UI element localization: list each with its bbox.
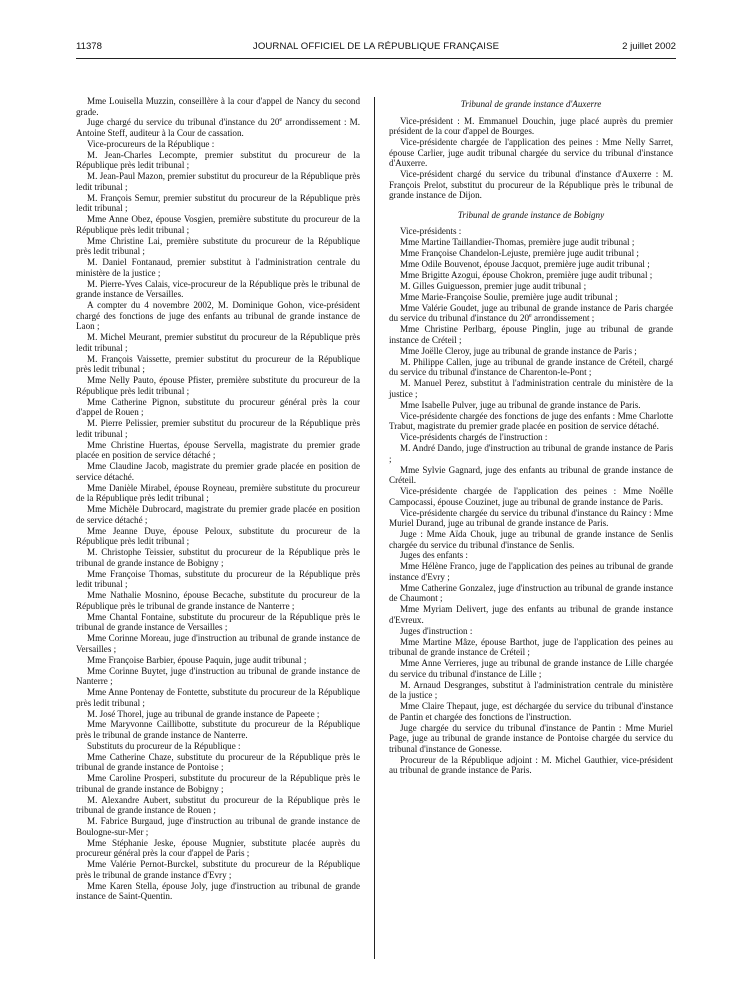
- auxerre-appointments: [389, 116, 673, 201]
- appointment-paragraph: M. Jean-Charles Lecompte, premier substitut du procureur de la République près ledit tribunal ;: [76, 149, 360, 171]
- appointment-paragraph: Procureur de la République adjoint : M. Michel Gauthier, vice-président au tribunal de grande instance de Paris.: [389, 754, 673, 776]
- publication-title: JOURNAL OFFICIEL DE LA RÉPUBLIQUE FRANÇAISE: [252, 41, 500, 52]
- appointment-paragraph: Juge chargée du service du tribunal d'instance de Pantin : Mme Muriel Page, juge au tribunal de grande instance de Pontoise chargée du service du tribunal d'instance de Gonesse.: [389, 722, 673, 754]
- appointment-paragraph: Mme Anne Pontenay de Fontette, substitute du procureur de la République près ledit tribunal ;: [76, 687, 360, 708]
- appointment-paragraph: Mme Stéphanie Jeske, épouse Mugnier, substitute placée auprès du procureur général près la cour d'appel de Paris ;: [76, 837, 360, 859]
- appointment-paragraph: Vice-présidente chargée du service du tribunal d'instance du Raincy : Mme Muriel Durand, juge au tribunal de grande instance de Paris.: [389, 507, 673, 529]
- appointment-paragraph: M. Christophe Teissier, substitut du procureur de la République près le tribunal de grande instance de Bobigny ;: [76, 547, 360, 568]
- appointment-paragraph: Mme Hélène Franco, juge de l'application des peines au tribunal de grande instance d'Evry ;: [389, 561, 673, 582]
- appointment-paragraph: M. Pierre Pelissier, premier substitut du procureur de la République près ledit tribunal ;: [76, 418, 360, 439]
- appointment-paragraph: M. Arnaud Desgranges, substitut à l'administration centrale du ministère de la justice ;: [389, 679, 673, 701]
- appointment-paragraph: Mme Nelly Pauto, épouse Pfister, première substitute du procureur de la République près ledit tribunal ;: [76, 375, 360, 396]
- appointment-paragraph: Mme Marie-Françoise Soulie, première juge audit tribunal ;: [400, 291, 618, 302]
- appointment-paragraph: Mme Corinne Buytet, juge d'instruction au tribunal de grande instance de Nanterre ;: [76, 665, 360, 687]
- publication-date: 2 juillet 2002: [622, 41, 676, 52]
- appointment-paragraph: M. André Dando, juge d'instruction au tribunal de grande instance de Paris ;: [389, 443, 673, 464]
- appointment-paragraph: Mme Sylvie Gagnard, juge des enfants au tribunal de grande instance de Créteil.: [389, 464, 673, 486]
- appointment-paragraph: Vice-présidente chargée des fonctions de juge des enfants : Mme Charlotte Trabut, magistrate du premier grade placée en position de service détaché.: [389, 410, 673, 432]
- appointment-paragraph: Mme Martine Taillandier-Thomas, première juge audit tribunal ;: [400, 237, 635, 248]
- appointment-paragraph: Mme Danièle Mirabel, épouse Royneau, première substitute du procureur de la République près ledit tribunal ;: [76, 482, 360, 504]
- appointment-paragraph: Mme Anne Verrieres, juge au tribunal de grande instance de Lille chargée du service du tribunal d'instance de Lille ;: [389, 658, 673, 679]
- appointment-paragraph: Mme Chantal Fontaine, substitute du procureur de la République près le tribunal de grande instance de Versailles ;: [76, 611, 360, 633]
- appointment-paragraph: Mme Catherine Chaze, substitute du procureur de la République près le tribunal de grande instance de Pontoise ;: [76, 751, 360, 773]
- appointment-paragraph: Mme Anne Obez, épouse Vosgien, première substitute du procureur de la République près ledit tribunal ;: [76, 214, 360, 235]
- appointment-paragraph: Mme Caroline Prosperi, substitute du procureur de la République près le tribunal de grande instance de Bobigny ;: [76, 773, 360, 794]
- appointment-paragraph: Mme Christine Perlbarg, épouse Pinglin, juge au tribunal de grande instance de Créteil ;: [389, 324, 673, 345]
- appointment-paragraph: M. François Vaissette, premier substitut du procureur de la République près ledit tribunal ;: [76, 353, 360, 375]
- appointment-paragraph: Vice-présidente chargée de l'application des peines : Mme Noëlle Campocassi, épouse Couzinet, juge au tribunal de grande instance de Paris.: [389, 486, 673, 507]
- appointment-paragraph: M. Philippe Callen, juge au tribunal de grande instance de Créteil, chargé du service du tribunal d'instance de Charenton-le-Pont ;: [389, 356, 673, 378]
- appointment-paragraph: Mme Valérie Goudet, juge au tribunal de grande instance de Paris chargée du service du tribunal d'instance du 20e arrondissement ;: [389, 302, 673, 324]
- appointment-paragraph: Mme Karen Stella, épouse Joly, juge d'instruction au tribunal de grande instance de Saint-Quentin.: [76, 880, 360, 902]
- appointment-paragraph: M. Daniel Fontanaud, premier substitut à l'administration centrale du ministère de la justice ;: [76, 257, 360, 278]
- section-heading-auxerre: Tribunal de grande instance d'Auxerre: [460, 99, 602, 109]
- appointment-paragraph: Mme Nathalie Mosnino, épouse Becache, substitute du procureur de la République près le tribunal de grande instance de Nanterre ;: [76, 590, 360, 611]
- appointment-paragraph: Mme Isabelle Pulver, juge au tribunal de grande instance de Paris.: [400, 399, 641, 410]
- appointment-paragraph: Substituts du procureur de la République :: [87, 740, 241, 751]
- appointment-paragraph: Mme Louisella Muzzin, conseillère à la cour d'appel de Nancy du second grade.: [76, 96, 360, 117]
- appointment-paragraph: Mme Claudine Jacob, magistrate du premier grade placée en position de service détaché.: [76, 461, 360, 482]
- appointment-paragraph: Mme Catherine Gonzalez, juge d'instruction au tribunal de grande instance de Chaumont ;: [389, 582, 673, 604]
- left-column: [76, 96, 360, 902]
- appointment-paragraph: Vice-présidente chargée de l'application des peines : Mme Nelly Sarret, épouse Carlier, juge audit tribunal chargée du service du tribunal d'instance d'Auxerre.: [389, 137, 673, 169]
- appointment-paragraph: M. Pierre-Yves Calais, vice-procureur de la République près le tribunal de grande instance de Versailles.: [76, 278, 360, 300]
- appointment-paragraph: Juge chargé du service du tribunal d'instance du 20e arrondissement : M. Antoine Steff, auditeur à la Cour de cassation.: [76, 117, 361, 139]
- appointment-paragraph: Mme Myriam Delivert, juge des enfants au tribunal de grande instance d'Evreux.: [389, 604, 673, 625]
- appointment-paragraph: M. Jean-Paul Mazon, premier substitut du procureur de la République près ledit tribunal ;: [76, 171, 360, 192]
- appointment-paragraph: Vice-procureurs de la République :: [87, 138, 215, 149]
- appointment-paragraph: Vice-présidents chargés de l'instruction :: [400, 432, 548, 443]
- appointment-paragraph: M. Michel Meurant, premier substitut du procureur de la République près ledit tribunal ;: [76, 332, 360, 353]
- appointment-paragraph: Mme Françoise Thomas, substitute du procureur de la République près ledit tribunal ;: [76, 568, 360, 590]
- appointment-paragraph: Mme Christine Lai, première substitute du procureur de la République près ledit tribunal ;: [76, 235, 360, 257]
- appointment-paragraph: Juges d'instruction :: [400, 625, 473, 636]
- appointment-paragraph: Mme Catherine Pignon, substitute du procureur général près la cour d'appel de Rouen ;: [76, 396, 360, 418]
- right-column: [389, 96, 673, 776]
- appointment-paragraph: Mme Christine Huertas, épouse Servella, magistrate du premier grade placée en position de service détaché ;: [76, 439, 360, 461]
- page-header: [76, 41, 676, 55]
- bobigny-appointments: [389, 226, 673, 776]
- appointment-paragraph: Mme Maryvonne Caillibotte, substitute du procureur de la République près le tribunal de grande instance de Nanterre.: [76, 719, 360, 740]
- appointment-paragraph: Mme Jeanne Duye, épouse Peloux, substitute du procureur de la République près ledit tribunal ;: [76, 525, 360, 547]
- appointment-paragraph: Mme Corinne Moreau, juge d'instruction au tribunal de grande instance de Versailles ;: [76, 633, 360, 654]
- section-heading-bobigny: Tribunal de grande instance de Bobigny: [457, 209, 605, 220]
- appointment-paragraph: Mme Michèle Dubrocard, magistrate du premier grade placée en position de service détaché ;: [76, 504, 360, 525]
- appointment-paragraph: Mme Joëlle Cleroy, juge au tribunal de grande instance de Paris ;: [400, 345, 637, 356]
- appointment-paragraph: Mme Brigitte Azogui, épouse Chokron, première juge audit tribunal ;: [400, 270, 653, 280]
- appointment-paragraph: Vice-président : M. Emmanuel Douchin, juge placé auprès du premier président de la cour d'appel de Bourges.: [389, 115, 673, 137]
- appointment-paragraph: Mme Françoise Barbier, épouse Paquin, juge audit tribunal ;: [87, 654, 307, 665]
- appointment-paragraph: Mme Claire Thepaut, juge, est déchargée du service du tribunal d'instance de Pantin et chargée des fonctions de l'instruction.: [389, 701, 673, 722]
- column-divider: [374, 97, 375, 959]
- header-rule: [76, 58, 676, 59]
- appointment-paragraph: M. Alexandre Aubert, substitut du procureur de la République près le tribunal de grande instance de Rouen ;: [76, 794, 360, 816]
- appointment-paragraph: Mme Martine Mâze, épouse Barthot, juge de l'application des peines au tribunal de grande instance de Créteil ;: [389, 636, 673, 658]
- appointment-paragraph: Vice-présidents :: [400, 226, 462, 237]
- appointment-paragraph: M. José Thorel, juge au tribunal de grande instance de Papeete ;: [87, 708, 320, 719]
- appointment-paragraph: M. François Semur, premier substitut du procureur de la République près ledit tribunal ;: [76, 192, 360, 214]
- appointment-paragraph: M. Manuel Perez, substitut à l'administration centrale du ministère de la justice ;: [389, 378, 673, 399]
- appointment-paragraph: M. Fabrice Burgaud, juge d'instruction au tribunal de grande instance de Boulogne-sur-Mer ;: [76, 816, 360, 837]
- appointment-paragraph: M. Gilles Guiguesson, premier juge audit tribunal ;: [400, 280, 587, 291]
- appointment-paragraph: Mme Françoise Chandelon-Lejuste, première juge audit tribunal ;: [400, 248, 639, 259]
- appointment-paragraph: Mme Valérie Pernot-Burckel, substitute du procureur de la République près le tribunal de grande instance d'Evry ;: [76, 859, 360, 880]
- appointment-paragraph: Mme Odile Bouvenot, épouse Jacquot, première juge audit tribunal ;: [400, 259, 650, 270]
- appointment-paragraph: Juge : Mme Aïda Chouk, juge au tribunal de grande instance de Senlis chargée du service du tribunal d'instance de Senlis.: [389, 528, 673, 550]
- appointment-paragraph: A compter du 4 novembre 2002, M. Dominique Gohon, vice-président chargé des fonctions de juge des enfants au tribunal de grande instance de Laon ;: [76, 300, 360, 332]
- appointment-paragraph: Vice-président chargé du service du tribunal d'instance d'Auxerre : M. François Prelot, substitut du procureur de la République près le tribunal de grande instance de Dijon.: [389, 169, 673, 201]
- appointment-paragraph: Juges des enfants :: [400, 550, 468, 561]
- page-number: 11378: [76, 41, 102, 52]
